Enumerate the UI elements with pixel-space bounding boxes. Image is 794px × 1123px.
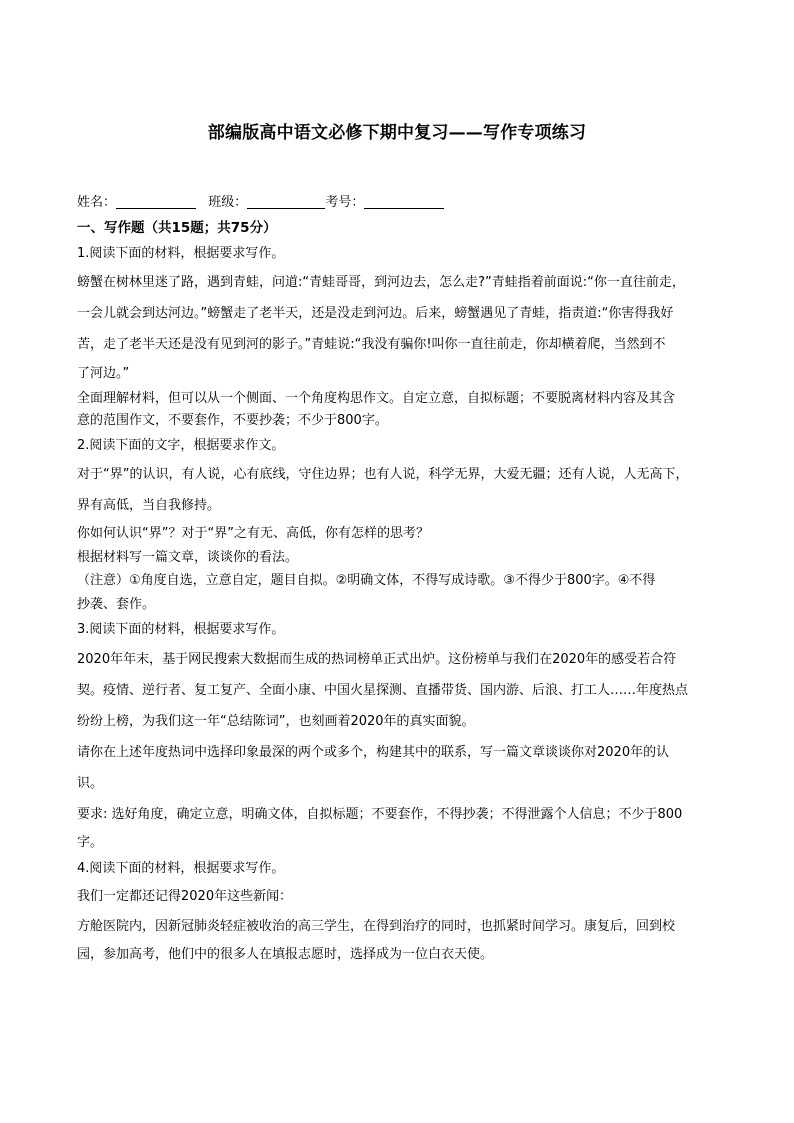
text-line: 我们一定都还记得2020年这些新闻： <box>77 889 293 904</box>
section-heading: 一、写作题（共15题；共75分） <box>77 220 277 236</box>
exam-number-label: 考号： <box>325 195 365 210</box>
text-line: 4.阅读下面的材料，根据要求写作。 <box>77 861 285 876</box>
text-line: 螃蟹在树林里迷了路，遇到青蛙，问道:“青蛙哥哥，到河边去，怎么走?”青蛙指着前面说:“你一直往前走， <box>77 275 685 290</box>
text-line: 你如何认识“界”？对于“界”之有无、高低，你有怎样的思考？ <box>77 526 429 541</box>
text-line: 全面理解材料，但可以从一个侧面、一个角度构思作文。自定立意，自拟标题；不要脱离材料内容及其含 <box>77 391 676 406</box>
text-line: 对于“界”的认识，有人说，心有底线，守住边界；也有人说，科学无界，大爱无疆；还有人说，人无高下， <box>77 467 689 482</box>
text-line: 请你在上述年度热词中选择印象最深的两个或多个，构建其中的联系，写一篇文章谈谈你对2020年的认 <box>77 745 670 760</box>
class-label: 班级： <box>208 195 248 210</box>
text-line: 了河边。” <box>77 366 130 381</box>
name-blank[interactable] <box>116 194 196 209</box>
text-line: 契。疫情、逆行者、复工复产、全面小康、中国火星探测、直播带货、国内游、后浪、打工人……年度热点 <box>77 683 689 698</box>
name-label: 姓名： <box>77 195 117 210</box>
text-line: 意的范围作文，不要套作，不要抄袭；不少于800字。 <box>77 413 388 428</box>
text-line: 方舱医院内，因新冠肺炎轻症被收治的高三学生，在得到治疗的同时，也抓紧时间学习。康复后，回到校 <box>77 919 676 934</box>
text-line: 园，参加高考，他们中的很多人在填报志愿时，选择成为一位白衣天使。 <box>77 947 494 962</box>
text-line: （注意）①角度自选，立意自定，题目自拟。②明确文体，不得写成诗歌。③不得少于800字。④不得 <box>77 573 656 588</box>
exam-number-blank[interactable] <box>364 194 444 209</box>
text-line: 识。 <box>77 776 104 791</box>
class-blank[interactable] <box>247 194 325 209</box>
text-line: 2.阅读下面的文字，根据要求作文。 <box>77 438 285 453</box>
text-line: 苦，走了老半天还是没有见到河的影子。”青蛙说:“我没有骗你!叫你一直往前走，你却横着爬，当然到不 <box>77 337 666 352</box>
text-line: 抄袭、套作。 <box>77 597 156 612</box>
text-line: 要求: 选好角度，确定立意，明确文体，自拟标题；不要套作，不得抄袭；不得泄露个人信息；不少于800 <box>77 807 683 822</box>
text-line: 根据材料写一篇文章，谈谈你的看法。 <box>77 550 299 565</box>
text-line: 界有高低，当自我修持。 <box>77 498 221 513</box>
student-info-row <box>77 191 444 210</box>
text-line: 2020年年末，基于网民搜索大数据而生成的热词榜单正式出炉。这份榜单与我们在2020年的感受若合符 <box>77 652 677 667</box>
question-body <box>77 241 717 968</box>
document-title: 部编版高中语文必修下期中复习——写作专项练习 <box>207 123 587 143</box>
text-line: 3.阅读下面的材料，根据要求写作。 <box>77 622 285 637</box>
text-line: 一会儿就会到达河边。”螃蟹走了老半天，还是没走到河边。后来，螃蟹遇见了青蛙，指责道:“你害得我好 <box>77 306 674 321</box>
text-line: 字。 <box>77 835 104 850</box>
text-line: 1.阅读下面的材料，根据要求写作。 <box>77 246 285 261</box>
text-line: 纷纷上榜，为我们这一年“总结陈词”，也刻画着2020年的真实面貌。 <box>77 714 475 729</box>
